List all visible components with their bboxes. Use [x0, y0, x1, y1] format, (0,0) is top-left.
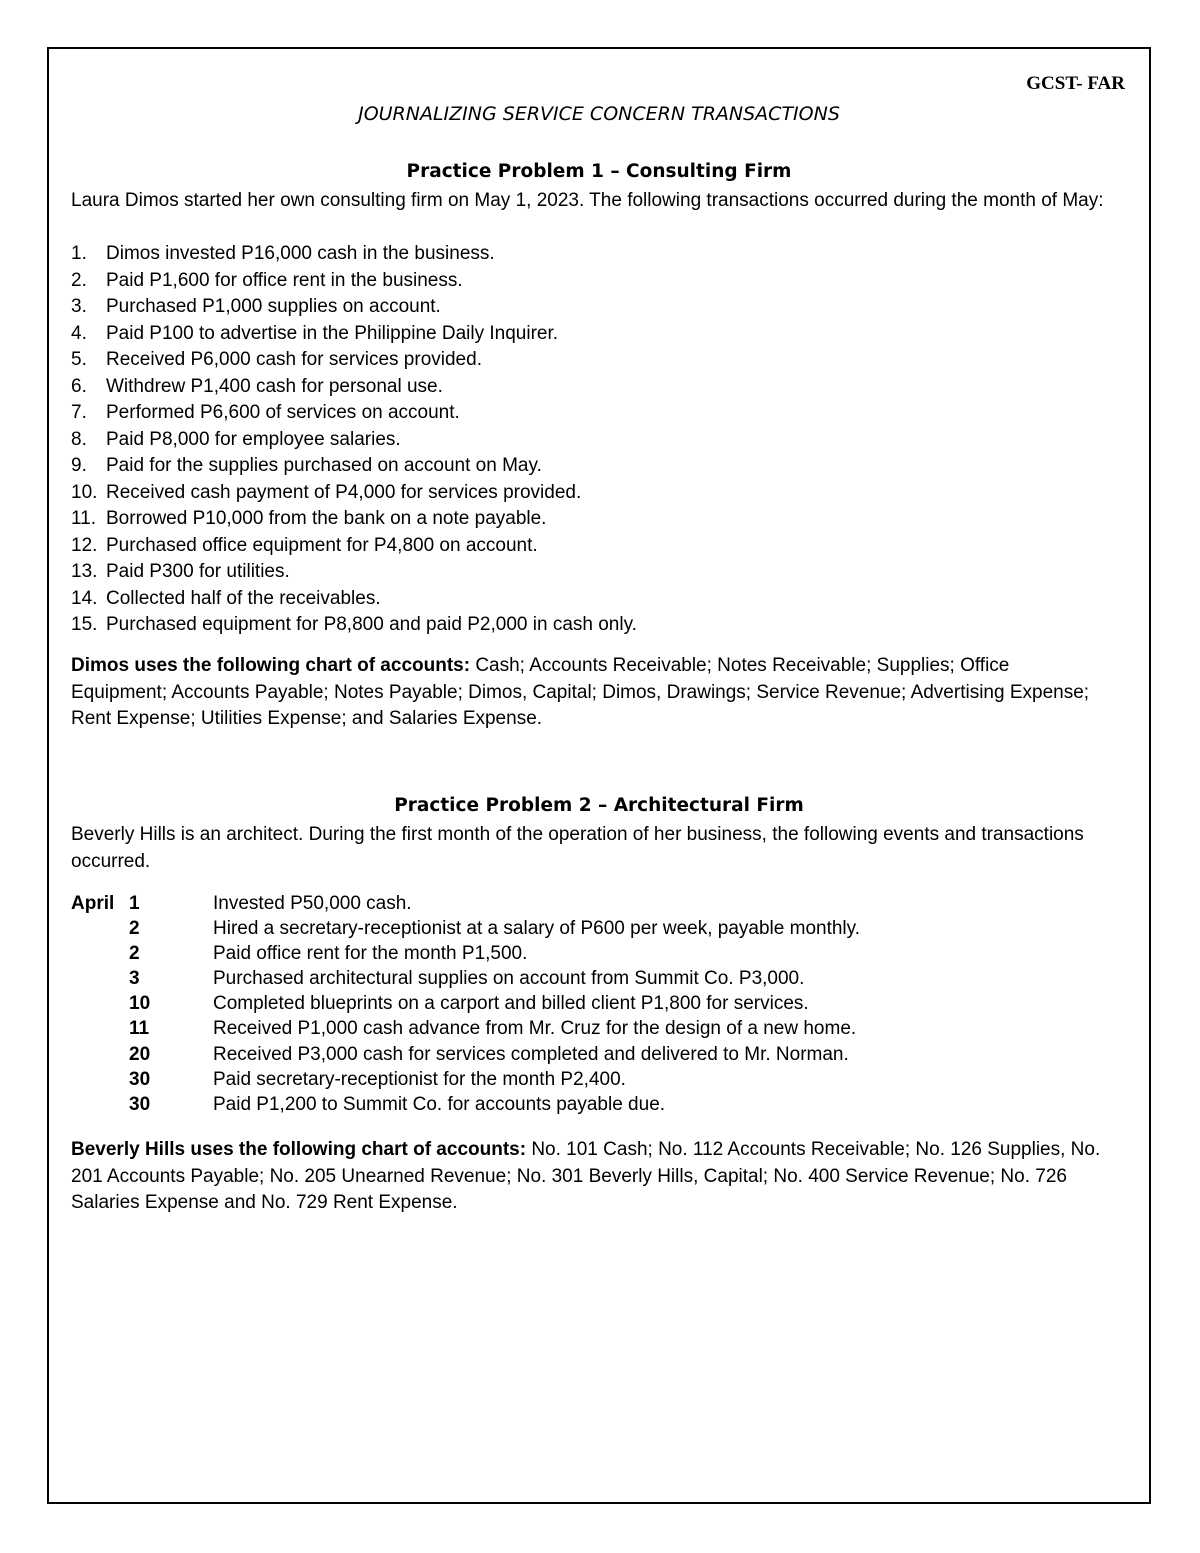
list-item-text: Withdrew P1,400 cash for personal use.	[106, 375, 443, 397]
list-item-number: 4.	[71, 322, 87, 344]
month-cell	[71, 941, 129, 966]
list-item	[71, 612, 1109, 639]
month-cell	[71, 1067, 129, 1092]
list-item	[71, 559, 1109, 586]
day-cell: 30	[129, 1068, 151, 1090]
list-item	[71, 453, 1109, 480]
problem1-title: Practice Problem 1 – Consulting Firm	[406, 161, 792, 182]
page-frame	[47, 47, 1151, 1504]
description-cell: Completed blueprints on a carport and billed client P1,800 for services.	[213, 993, 809, 1015]
list-item	[71, 321, 1109, 348]
list-item-text: Performed P6,600 of services on account.	[106, 402, 460, 423]
day-cell: 2	[129, 943, 140, 965]
list-item	[71, 294, 1109, 321]
list-item	[71, 586, 1109, 613]
list-item-text: Paid P1,600 for office rent in the business.	[106, 269, 463, 291]
list-item-text: Purchased equipment for P8,800 and paid P2,000 in cash only.	[106, 614, 637, 635]
problem1-chart-label: Dimos uses the following chart of accounts:	[71, 655, 471, 676]
list-item-number: 9.	[71, 455, 87, 476]
table-row	[71, 1092, 860, 1117]
problem2-chart-text: No. 101 Cash; No. 112 Accounts Receivable; No. 126 Supplies, No. 201 Accounts Payable; No. 205 Unearned Revenue; No. 301 Beverly Hills, Capital; No. 400 Service Revenue; No. 726 Salaries Expense and No. 729 Rent Expense.	[71, 1139, 1101, 1213]
list-item	[71, 374, 1109, 401]
month-cell	[71, 916, 129, 941]
table-row	[71, 941, 860, 966]
list-item-number: 12.	[71, 534, 98, 556]
list-item-number: 14.	[71, 587, 98, 609]
month-cell: April	[71, 893, 115, 914]
list-item	[71, 347, 1109, 374]
list-item-text: Purchased P1,000 supplies on account.	[106, 296, 441, 317]
problem2-title: Practice Problem 2 – Architectural Firm	[394, 795, 804, 816]
list-item-text: Paid P8,000 for employee salaries.	[106, 428, 401, 450]
month-cell	[71, 1042, 129, 1067]
day-cell: 20	[129, 1043, 151, 1065]
problem2-intro: Beverly Hills is an architect. During the first month of the operation of her business, the following events and transactions occurred.	[71, 824, 1084, 872]
list-item-number: 5.	[71, 349, 87, 370]
description-cell: Purchased architectural supplies on account from Summit Co. P3,000.	[213, 968, 805, 990]
month-cell	[71, 991, 129, 1016]
document-title: JOURNALIZING SERVICE CONCERN TRANSACTIONS	[358, 103, 840, 125]
list-item-number: 7.	[71, 402, 87, 423]
table-row	[71, 916, 860, 941]
table-row	[71, 1016, 860, 1041]
table-row	[71, 1067, 860, 1092]
problem1-intro: Laura Dimos started her own consulting firm on May 1, 2023. The following transactions occurred during the month of May:	[71, 190, 1104, 211]
month-cell	[71, 1016, 129, 1041]
description-cell: Received P1,000 cash advance from Mr. Cruz for the design of a new home.	[213, 1018, 857, 1040]
description-cell: Paid P1,200 to Summit Co. for accounts payable due.	[213, 1093, 666, 1115]
list-item	[71, 268, 1109, 295]
list-item-text: Purchased office equipment for P4,800 on account.	[106, 534, 538, 556]
list-item-number: 13.	[71, 561, 98, 582]
day-cell: 10	[129, 993, 151, 1015]
problem1-transaction-list	[71, 241, 1109, 639]
day-cell: 11	[129, 1018, 150, 1040]
description-cell: Invested P50,000 cash.	[213, 893, 412, 914]
day-cell: 1	[129, 893, 140, 914]
month-cell	[71, 1092, 129, 1117]
problem1-chart-of-accounts	[71, 653, 1109, 733]
day-cell: 3	[129, 968, 140, 990]
problem2-chart-of-accounts	[71, 1137, 1109, 1217]
list-item-text: Dimos invested P16,000 cash in the business.	[106, 243, 495, 264]
list-item	[71, 427, 1109, 454]
list-item	[71, 506, 1109, 533]
list-item-text: Paid P100 to advertise in the Philippine Daily Inquirer.	[106, 322, 559, 344]
list-item-number: 11.	[71, 508, 97, 529]
problem2-chart-label: Beverly Hills uses the following chart of accounts:	[71, 1139, 527, 1160]
list-item-text: Paid for the supplies purchased on account on May.	[106, 455, 542, 476]
list-item-text: Received P6,000 cash for services provided.	[106, 349, 482, 370]
list-item-text: Paid P300 for utilities.	[106, 561, 290, 582]
description-cell: Paid secretary-receptionist for the month P2,400.	[213, 1068, 626, 1090]
list-item-number: 2.	[71, 269, 87, 291]
problem1-chart-text: Cash; Accounts Receivable; Notes Receivable; Supplies; Office Equipment; Accounts Payable; Notes Payable; Dimos, Capital; Dimos, Drawings; Service Revenue; Advertising Expense; Rent Expense; Utilities Expense; and Salaries Expense.	[71, 655, 1090, 729]
course-code: GCST- FAR	[1026, 73, 1125, 94]
list-item-number: 6.	[71, 375, 87, 397]
problem2-transaction-table	[71, 891, 860, 1117]
description-cell: Hired a secretary-receptionist at a salary of P600 per week, payable monthly.	[213, 918, 861, 940]
list-item-text: Received cash payment of P4,000 for services provided.	[106, 481, 582, 503]
month-cell	[71, 966, 129, 991]
list-item-number: 8.	[71, 428, 87, 450]
table-row	[71, 1042, 860, 1067]
day-cell: 30	[129, 1093, 151, 1115]
list-item-text: Borrowed P10,000 from the bank on a note payable.	[106, 508, 547, 529]
list-item	[71, 241, 1109, 268]
table-row	[71, 891, 860, 916]
list-item-number: 15.	[71, 614, 98, 635]
table-row	[71, 991, 860, 1016]
list-item-text: Collected half of the receivables.	[106, 587, 381, 609]
description-cell: Received P3,000 cash for services completed and delivered to Mr. Norman.	[213, 1043, 849, 1065]
list-item-number: 10.	[71, 481, 98, 503]
day-cell: 2	[129, 918, 140, 940]
list-item	[71, 533, 1109, 560]
list-item	[71, 400, 1109, 427]
list-item	[71, 480, 1109, 507]
table-row	[71, 966, 860, 991]
list-item-number: 3.	[71, 296, 87, 317]
list-item-number: 1.	[71, 243, 87, 264]
description-cell: Paid office rent for the month P1,500.	[213, 943, 528, 965]
